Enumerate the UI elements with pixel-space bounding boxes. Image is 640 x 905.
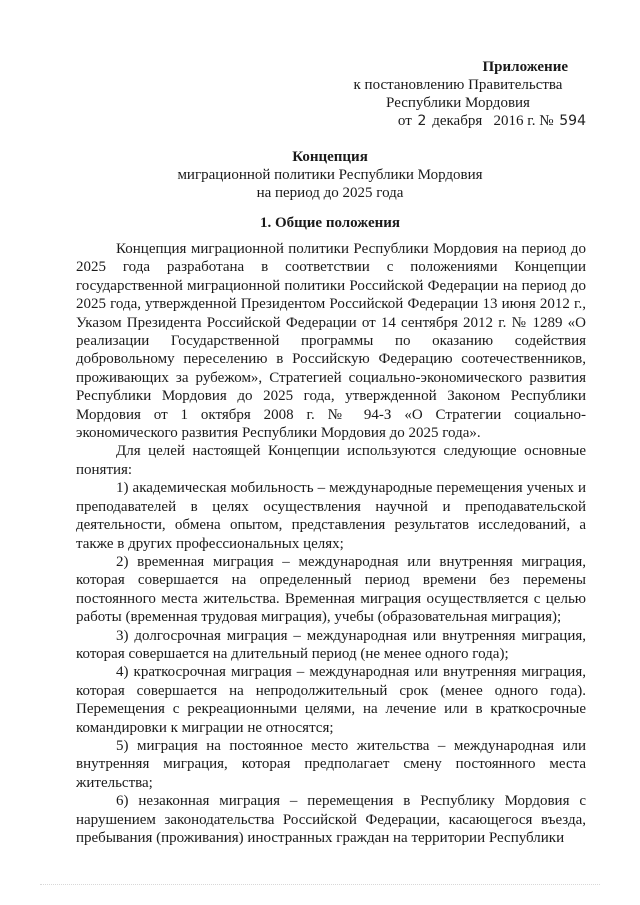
paragraph: 3) долгосрочная миграция – международная или внутренняя миграция, которая совершается на длительный период (не менее одного года); [76, 627, 586, 662]
paragraph: Концепция миграционной политики Республики Мордовия на период до 2025 года разработана в соответствии с положениями Концепции государственной миграционной политики Российской Федерации на период до 2025 года, утвержденной Президентом Российской Федерации 13 июня 2012 г., Указом Президента Российской Федерации от 14 сентября 2012 г. № 1289 «О реализации Государственной программы по оказанию содействия добровольному переселению в Российскую Федерацию соотечественников, проживающих за рубежом», Стратегией социально-экономического развития Республики Мордовия до 2025 года, утвержденной Законом Республики Мордовия от 1 октября 2008 г. № 94-З «О Стратегии социально-экономического развития Республики Мордовия до 2025 года». [76, 241, 586, 442]
paragraph: 2) временная миграция – международная или внутренняя миграция, которая совершается на определенный период времени без перемены постоянного места жительства. Временная миграция осуществляется с целью работы (временная трудовая миграция), учебы (образовательная миграция); [76, 553, 586, 626]
document-number: 594 [559, 113, 586, 129]
annex-date-line [328, 112, 588, 130]
date-month: декабря [432, 113, 483, 129]
paragraph: 6) незаконная миграция – перемещения в Республику Мордовия с нарушением законодательства Российской Федерации, касающегося въезда, пребывания (проживания) иностранных граждан на территории Республики [76, 793, 586, 846]
paragraph: Для целей настоящей Концепции используются следующие основные понятия: [76, 443, 586, 478]
concept-subtitle-line2: на период до 2025 года [256, 185, 404, 201]
scan-noise-line [40, 884, 600, 886]
concept-header [0, 148, 640, 202]
annex-resolution-line: к постановлению Правительства [353, 77, 563, 93]
date-prefix: от [397, 113, 412, 129]
date-day: 2 [417, 113, 427, 129]
concept-title: Концепция [292, 149, 368, 165]
section-heading: 1. Общие положения [259, 215, 401, 231]
concept-subtitle-line1: миграционной политики Республики Мордовия [177, 167, 483, 183]
annex-block [328, 58, 588, 130]
document-body [76, 240, 586, 847]
paragraph: 5) миграция на постоянное место жительства – международная или внутренняя миграция, которая предполагает смену постоянного места жительства; [76, 737, 586, 791]
paragraph: 1) академическая мобильность – международные перемещения ученых и преподавателей в целях осуществления научной и преподавательской деятельности, обмена опытом, представления результатов исследований, а также в других профессиональных целях; [76, 480, 586, 552]
date-year: 2016 г. № [493, 113, 554, 129]
annex-title: Приложение [482, 59, 568, 75]
annex-republic-line: Республики Мордовия [386, 95, 530, 111]
paragraph: 4) краткосрочная миграция – международная или внутренняя миграция, которая совершается на непродолжительный срок (менее одного года). Перемещения с рекреационными целями, на лечение или в краткосрочные командировки к миграции не относятся; [76, 664, 586, 736]
